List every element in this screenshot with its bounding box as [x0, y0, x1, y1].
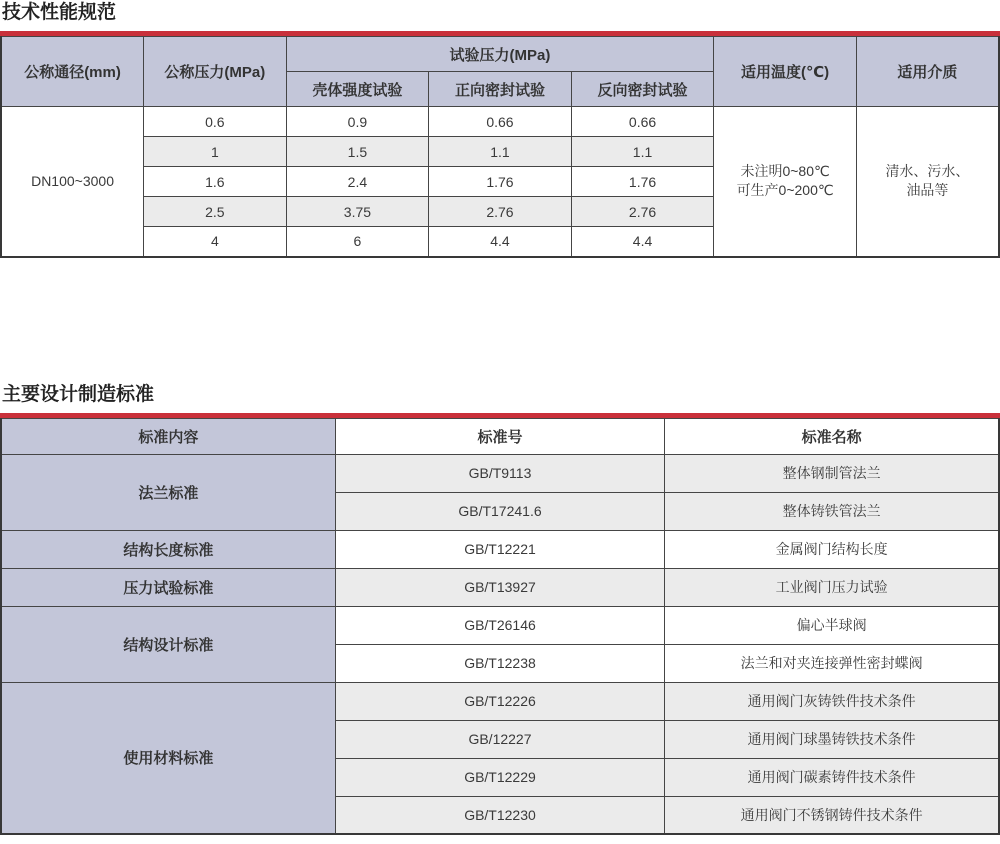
- temperature-line-2: 可生产0~200℃: [736, 182, 834, 199]
- shell-test-cell: 2.4: [286, 167, 429, 197]
- shell-test-cell: 0.9: [286, 107, 429, 137]
- table-row: [1, 530, 999, 568]
- column-header-temperature: 适用温度(℃): [714, 37, 857, 107]
- forward-seal-cell: 1.76: [429, 167, 572, 197]
- media-line-2: 油品等: [906, 182, 949, 199]
- standard-code-cell: GB/T12229: [335, 758, 664, 796]
- temperature-line-1: 未注明0~80℃: [740, 163, 830, 180]
- reverse-seal-cell: 0.66: [571, 107, 714, 137]
- pn-cell: 1: [144, 137, 287, 167]
- standard-code-cell: GB/T9113: [335, 454, 664, 492]
- standard-name-cell: 金属阀门结构长度: [665, 530, 999, 568]
- standards-table: [0, 418, 1000, 836]
- header-row: [1, 418, 999, 454]
- standard-name-cell: 法兰和对夹连接弹性密封蝶阀: [665, 644, 999, 682]
- standard-name-cell: 通用阀门碳素铸件技术条件: [665, 758, 999, 796]
- column-header-nominal-diameter: 公称通径(mm): [1, 37, 144, 107]
- standard-name-cell: 偏心半球阀: [665, 606, 999, 644]
- shell-test-cell: 3.75: [286, 197, 429, 227]
- standard-name-cell: 通用阀门灰铸铁件技术条件: [665, 682, 999, 720]
- table-row: [1, 682, 999, 720]
- table-row: [1, 107, 999, 137]
- standard-code-cell: GB/T12226: [335, 682, 664, 720]
- column-header-reverse-seal-test: 反向密封试验: [571, 72, 714, 107]
- group-label-structure-design: 结构设计标准: [1, 606, 335, 682]
- standard-code-cell: GB/T17241.6: [335, 492, 664, 530]
- media-cell: [856, 107, 999, 257]
- reverse-seal-cell: 4.4: [571, 227, 714, 257]
- column-header-shell-strength-test: 壳体强度试验: [286, 72, 429, 107]
- standard-name-cell: 通用阀门球墨铸铁技术条件: [665, 720, 999, 758]
- group-label-structure-length: 结构长度标准: [1, 530, 335, 568]
- group-label-material: 使用材料标准: [1, 682, 335, 834]
- table-row: [1, 568, 999, 606]
- standard-name-cell: 工业阀门压力试验: [665, 568, 999, 606]
- standard-name-cell: 整体钢制管法兰: [665, 454, 999, 492]
- column-header-standard-code: 标准号: [335, 418, 664, 454]
- standard-code-cell: GB/12227: [335, 720, 664, 758]
- standard-code-cell: GB/T26146: [335, 606, 664, 644]
- pn-cell: 0.6: [144, 107, 287, 137]
- standard-code-cell: GB/T13927: [335, 568, 664, 606]
- table-row: [1, 606, 999, 644]
- pn-cell: 4: [144, 227, 287, 257]
- temperature-cell: [714, 107, 857, 257]
- standard-code-cell: GB/T12221: [335, 530, 664, 568]
- standard-name-cell: 整体铸铁管法兰: [665, 492, 999, 530]
- header-row-top: [1, 37, 999, 72]
- section-title-standards: 主要设计制造标准: [2, 383, 155, 405]
- forward-seal-cell: 4.4: [429, 227, 572, 257]
- pn-cell: 2.5: [144, 197, 287, 227]
- dn-range-cell: DN100~3000: [1, 107, 144, 257]
- forward-seal-cell: 0.66: [429, 107, 572, 137]
- forward-seal-cell: 2.76: [429, 197, 572, 227]
- table-row: [1, 454, 999, 492]
- media-line-1: 清水、污水、: [885, 163, 970, 180]
- standard-code-cell: GB/T12230: [335, 796, 664, 834]
- performance-spec-table: [0, 36, 1000, 258]
- column-header-test-pressure-group: 试验压力(MPa): [286, 37, 714, 72]
- column-header-standard-name: 标准名称: [665, 418, 999, 454]
- standard-name-cell: 通用阀门不锈钢铸件技术条件: [665, 796, 999, 834]
- reverse-seal-cell: 1.1: [571, 137, 714, 167]
- shell-test-cell: 1.5: [286, 137, 429, 167]
- pn-cell: 1.6: [144, 167, 287, 197]
- group-label-pressure-test: 压力试验标准: [1, 568, 335, 606]
- forward-seal-cell: 1.1: [429, 137, 572, 167]
- column-header-forward-seal-test: 正向密封试验: [429, 72, 572, 107]
- page: [0, 2, 1000, 835]
- shell-test-cell: 6: [286, 227, 429, 257]
- reverse-seal-cell: 1.76: [571, 167, 714, 197]
- reverse-seal-cell: 2.76: [571, 197, 714, 227]
- section-title-performance: 技术性能规范: [2, 2, 117, 23]
- column-header-nominal-pressure: 公称压力(MPa): [144, 37, 287, 107]
- column-header-standard-content: 标准内容: [1, 418, 335, 454]
- standard-code-cell: GB/T12238: [335, 644, 664, 682]
- group-label-flange: 法兰标准: [1, 454, 335, 530]
- column-header-media: 适用介质: [856, 37, 999, 107]
